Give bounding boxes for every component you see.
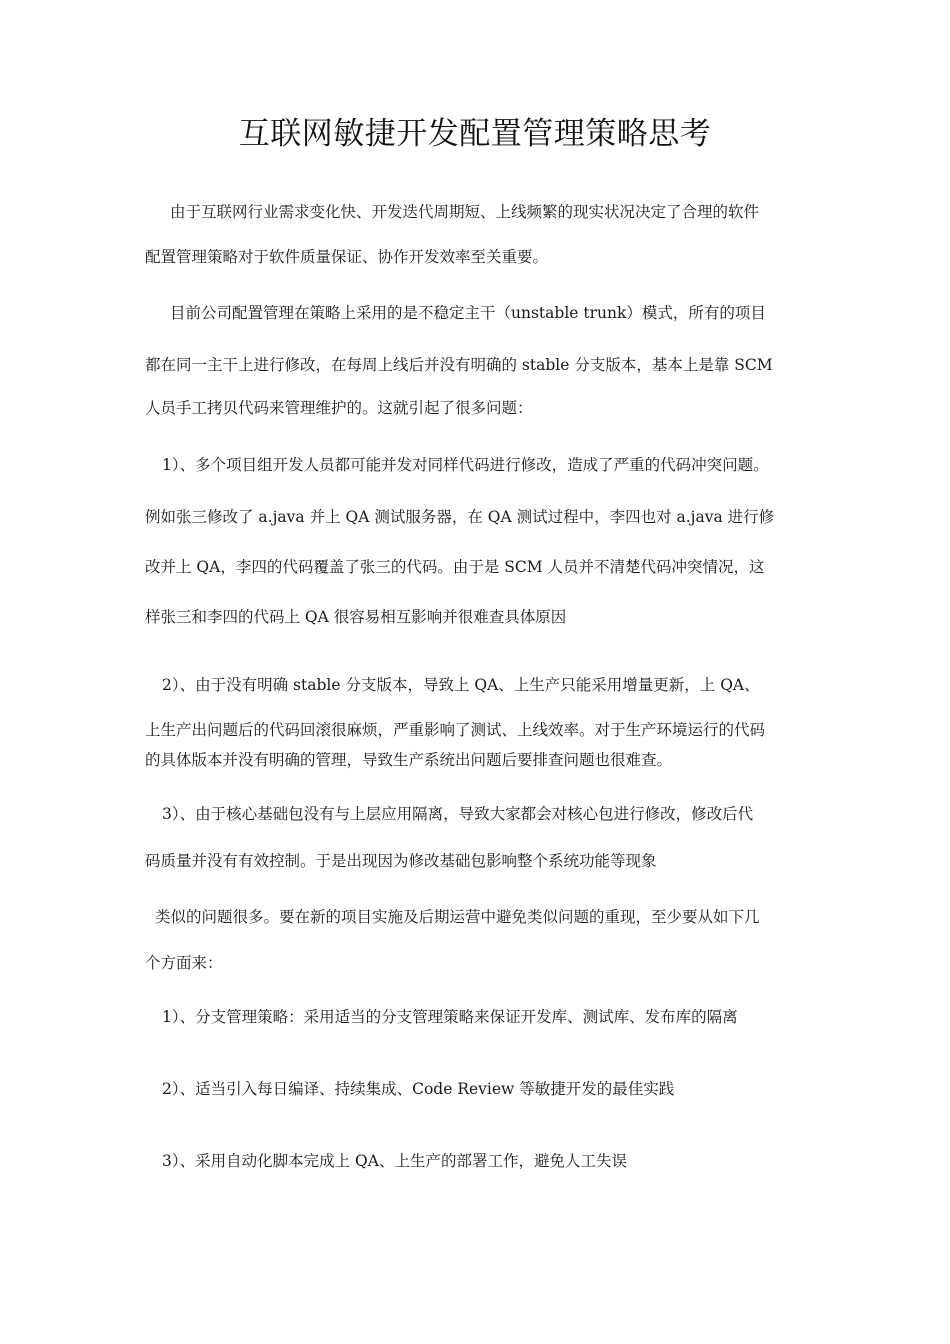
paragraph-line: 配置管理策略对于软件质量保证、协作开发效率至关重要。 xyxy=(145,248,549,266)
paragraph-line: 例如张三修改了 a.java 并上 QA 测试服务器，在 QA 测试过程中，李四也对 a.java 进行修 xyxy=(145,508,775,526)
paragraph-line: 目前公司配置管理在策略上采用的是不稳定主干（unstable trunk）模式，所有的项目 xyxy=(170,304,766,322)
list-item: 2）、适当引入每日编译、持续集成、Code Review 等敏捷开发的最佳实践 xyxy=(162,1080,675,1098)
paragraph-line: 人员手工拷贝代码来管理维护的。这就引起了很多问题： xyxy=(145,399,533,417)
paragraph-line: 由于互联网行业需求变化快、开发迭代周期短、上线频繁的现实状况决定了合理的软件 xyxy=(170,203,760,221)
paragraph-line: 码质量并没有有效控制。于是出现因为修改基础包影响整个系统功能等现象 xyxy=(145,852,657,870)
paragraph-line: 2）、由于没有明确 stable 分支版本，导致上 QA、上生产只能采用增量更新，上 QA、 xyxy=(162,676,760,694)
document-title: 互联网敏捷开发配置管理策略思考 xyxy=(238,116,712,152)
paragraph-line: 的具体版本并没有明确的管理，导致生产系统出问题后要排查问题也很难查。 xyxy=(145,751,673,769)
list-item: 3）、采用自动化脚本完成上 QA、上生产的部署工作，避免人工失误 xyxy=(162,1152,627,1170)
paragraph-line: 改并上 QA，李四的代码覆盖了张三的代码。由于是 SCM 人员并不清楚代码冲突情况，这 xyxy=(145,558,765,576)
paragraph-line: 3）、由于核心基础包没有与上层应用隔离，导致大家都会对核心包进行修改，修改后代 xyxy=(162,805,754,823)
list-item: 1）、分支管理策略：采用适当的分支管理策略来保证开发库、测试库、发布库的隔离 xyxy=(162,1008,738,1026)
paragraph-line: 类似的问题很多。要在新的项目实施及后期运营中避免类似问题的重现，至少要从如下几 xyxy=(155,908,760,926)
paragraph-line: 都在同一主干上进行修改，在每周上线后并没有明确的 stable 分支版本，基本上是靠 SCM xyxy=(145,356,773,374)
paragraph-line: 上生产出问题后的代码回滚很麻烦，严重影响了测试、上线效率。对于生产环境运行的代码 xyxy=(145,721,766,739)
paragraph-line: 样张三和李四的代码上 QA 很容易相互影响并很难查具体原因 xyxy=(145,608,567,626)
paragraph-line: 个方面来： xyxy=(145,954,223,972)
paragraph-line: 1）、多个项目组开发人员都可能并发对同样代码进行修改，造成了严重的代码冲突问题。 xyxy=(162,456,769,474)
